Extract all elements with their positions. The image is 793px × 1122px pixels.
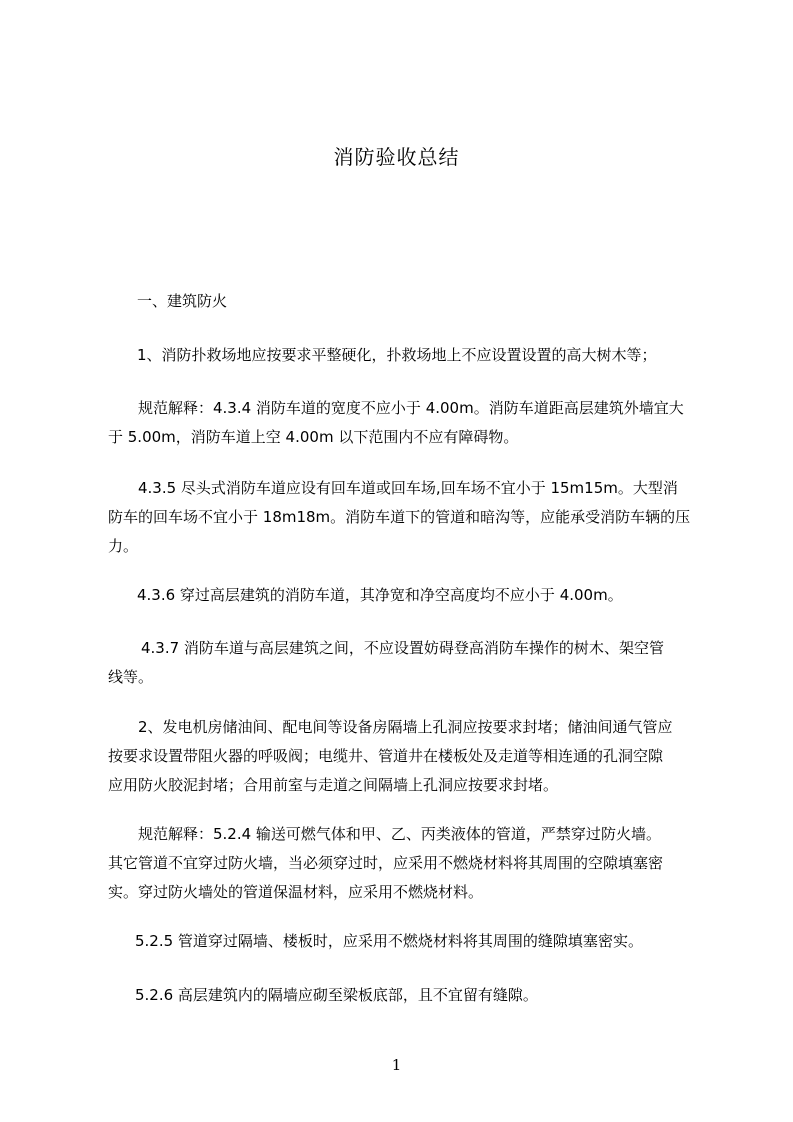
paragraph-room-sealing	[108, 713, 723, 800]
paragraph-spec-5-2-5	[135, 927, 750, 956]
paragraph-line: 实。穿过防火墙处的管道保温材料，应采用不燃烧材料。	[108, 883, 484, 901]
paragraph-line: 应用防火胶泥封堵；合用前室与走道之间隔墙上孔洞应按要求封堵。	[108, 776, 559, 794]
paragraph-line: 按要求设置带阻火器的呼吸阀；电缆井、管道井在楼板处及走道等相连通的孔洞空隙	[108, 747, 664, 765]
page-number: 1	[391, 1056, 402, 1074]
document-title: 消防验收总结	[333, 145, 460, 169]
paragraph-spec-4-3-4	[108, 394, 723, 452]
paragraph-line: 4.3.5 尽头式消防车道应设有回车道或回车场,回车场不宜小于 15m15m。大型消	[138, 479, 678, 497]
paragraph-line: 4.3.7 消防车道与高层建筑之间，不应设置妨碍登高消防车操作的树木、架空管	[141, 639, 664, 657]
paragraph-line: 规范解释：4.3.4 消防车道的宽度不应小于 4.00m。消防车道距高层建筑外墙宜大	[138, 399, 684, 417]
paragraph-spec-4-3-7	[108, 634, 723, 692]
paragraph-spec-5-2-4	[108, 820, 723, 907]
paragraph-line: 5.2.5 管道穿过隔墙、楼板时，应采用不燃烧材料将其周围的缝隙填塞密实。	[135, 932, 643, 950]
paragraph-line: 规范解释：5.2.4 输送可燃气体和甲、乙、丙类液体的管道，严禁穿过防火墙。	[138, 825, 661, 843]
paragraph-line: 防车的回车场不宜小于 18m18m。消防车道下的管道和暗沟等，应能承受消防车辆的压	[108, 508, 691, 526]
paragraph-line: 5.2.6 高层建筑内的隔墙应砌至梁板底部，且不宜留有缝隙。	[135, 986, 538, 1004]
paragraph-spec-5-2-6	[135, 981, 750, 1010]
section-heading: 一、建筑防火	[137, 292, 228, 310]
paragraph-spec-4-3-5	[108, 474, 723, 561]
paragraph-line: 线等。	[108, 668, 154, 686]
paragraph-line: 其它管道不宜穿过防火墙，当必须穿过时，应采用不燃烧材料将其周围的空隙填塞密	[108, 854, 664, 872]
paragraph-line: 4.3.6 穿过高层建筑的消防车道，其净宽和净空高度均不应小于 4.00m。	[137, 586, 623, 604]
paragraph-line: 1、消防扑救场地应按要求平整硬化，扑救场地上不应设置设置的高大树木等；	[137, 346, 657, 364]
paragraph-line: 于 5.00m，消防车道上空 4.00m 以下范围内不应有障碍物。	[108, 428, 519, 446]
paragraph-spec-4-3-6	[137, 581, 752, 610]
paragraph-line: 2、发电机房储油间、配电间等设备房隔墙上孔洞应按要求封堵；储油间通气管应	[138, 718, 673, 736]
paragraph-site-hardening	[137, 341, 752, 370]
paragraph-line: 力。	[108, 537, 139, 555]
